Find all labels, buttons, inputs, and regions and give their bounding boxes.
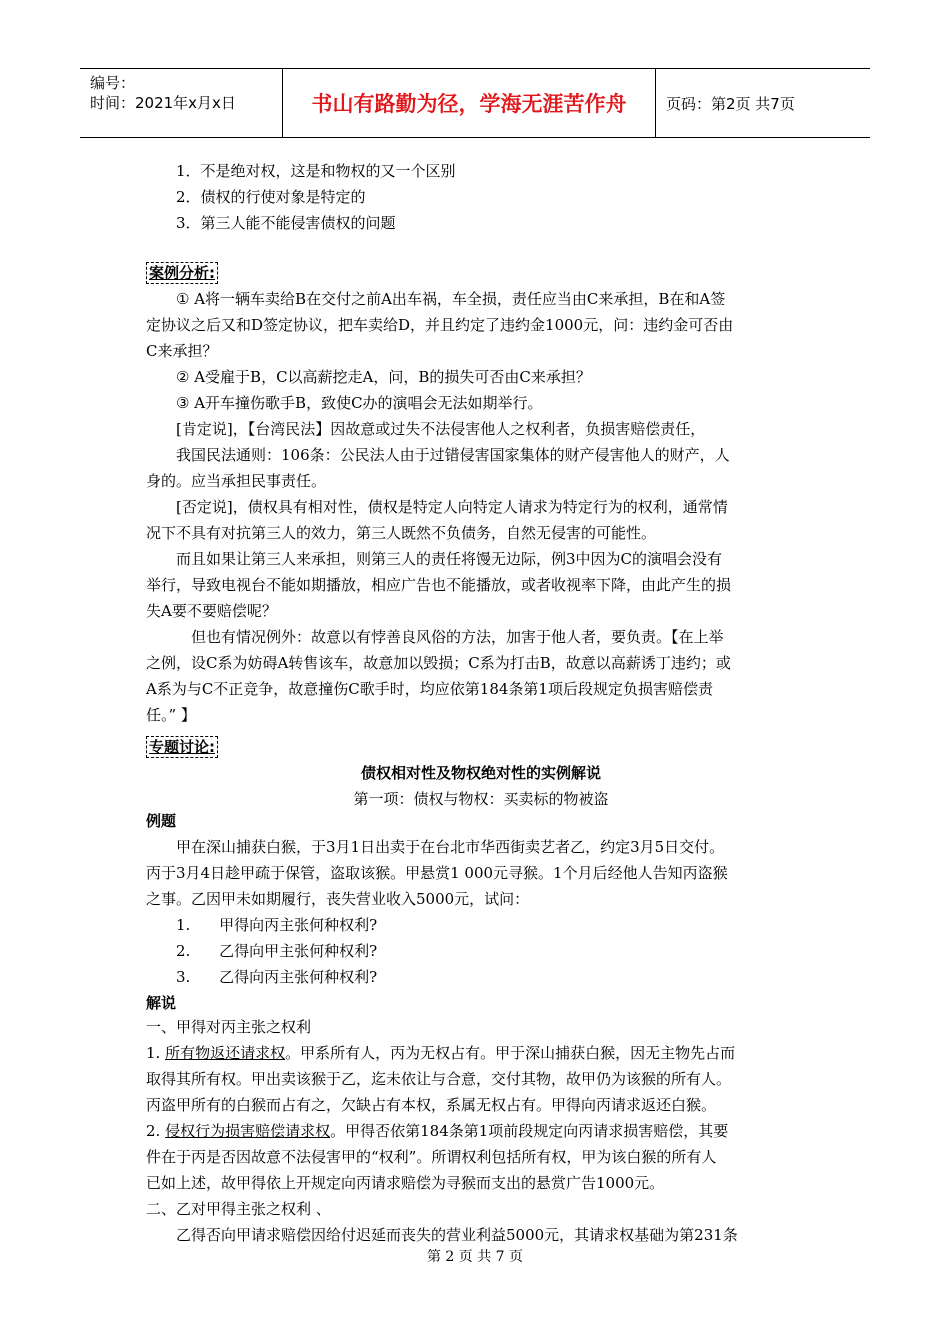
item1-rest: 。甲系所有人，丙为无权占有。甲于深山捕获白猴，因无主物先占而 <box>285 1044 736 1062</box>
question-number: 2. <box>176 942 191 960</box>
case-line: 况下不具有对抗第三人的效力，第三人既然不负债务，自然无侵害的可能性。 <box>146 524 657 542</box>
case-line: ① A将一辆车卖给B在交付之前A出车祸，车全损，责任应当由C来承担，B在和A签 <box>176 290 726 308</box>
item2-prefix: 2. <box>146 1122 166 1140</box>
case-line: 身的。应当承担民事责任。 <box>146 472 327 490</box>
case-line: 举行，导致电视台不能如期播放，相应广告也不能播放，或者收视率下降，由此产生的损 <box>146 576 732 594</box>
case-section-title: 案例分析: <box>146 262 218 284</box>
question-item <box>146 912 377 938</box>
question-text: 乙得向丙主张何种权利? <box>219 968 378 986</box>
header-meta <box>80 69 283 137</box>
example-label: 例题 <box>146 812 177 830</box>
intro-item: 3．第三人能不能侵害债权的问题 <box>176 214 396 232</box>
item1-line: 取得其所有权。甲出卖该猴于乙，迄未依让与合意，交付其物，故甲仍为该猴的所有人。 <box>146 1070 732 1088</box>
case-line: 但也有情况例外：故意以有悖善良风俗的方法，加害于他人者，要负责。【在上举 <box>191 628 724 646</box>
case-line: [肯定说]，【台湾民法】因故意或过失不法侵害他人之权利者，负损害赔偿责任， <box>176 420 706 438</box>
item1-line: 丙盗甲所有的白猴而占有之，欠缺占有本权，系属无权占有。甲得向丙请求返还白猴。 <box>146 1096 717 1114</box>
question-item <box>146 938 377 964</box>
header-motto: 书山有路勤为径，学海无涯苦作舟 <box>283 69 656 137</box>
item2-term: 侵权行为损害赔偿请求权 <box>165 1122 331 1140</box>
item2-first-line <box>146 1118 728 1144</box>
question-item <box>146 964 377 990</box>
case-line: ③ A开车撞伤歌手B，致使C办的演唱会无法如期举行。 <box>176 394 543 412</box>
page-header <box>80 68 870 138</box>
intro-item: 2．债权的行使对象是特定的 <box>176 188 366 206</box>
case-line: [否定说]，债权具有相对性，债权是特定人向特定人请求为特定行为的权利，通常情 <box>176 498 728 516</box>
case-line: 任。” 】 <box>146 706 196 724</box>
case-line: 之例，设C系为妨碍A转售该车，故意加以毁损；C系为打击B，故意以高薪诱丁违约；或 <box>146 654 731 672</box>
case-line: ② A受雇于B，C以高薪挖走A，问，B的损失可否由C来承担？ <box>176 368 591 386</box>
case-line: 定协议之后又和D签定协议，把车卖给D，并且约定了违约金1000元，问：违约金可否由 <box>146 316 734 334</box>
topic-section-title-wrap <box>146 734 218 760</box>
case-line: A系为与C不正竞争，故意撞伤C歌手时，均应依第184条第1项后段规定负损害赔偿责 <box>146 680 713 698</box>
item1-term: 所有物返还请求权 <box>165 1044 286 1062</box>
item2-line: 已如上述，故甲得依上开规定向丙请求赔偿为寻猴而支出的悬赏广告1000元。 <box>146 1174 665 1192</box>
topic-section-title: 专题讨论: <box>146 736 218 758</box>
topic-subheading: 第一项：债权与物权：买卖标的物被盗 <box>353 790 609 808</box>
time-label: 时间：2021年x月x日 <box>90 94 236 112</box>
case-line: C来承担？ <box>146 342 218 360</box>
example-line: 之事。乙因甲未如期履行，丧失营业收入5000元，试问： <box>146 890 530 908</box>
case-line: 而且如果让第三人来承担，则第三人的责任将馒无边际，例3中因为C的演唱会没有 <box>176 550 723 568</box>
intro-item: 1．不是绝对权，这是和物权的又一个区别 <box>176 162 456 180</box>
explain-label: 解说 <box>146 994 177 1012</box>
part1-title: 一、甲得对丙主张之权利 <box>146 1018 312 1036</box>
part2-title: 二、乙对甲得主张之权利 、 <box>146 1200 331 1218</box>
example-line: 丙于3月4日趁甲疏于保管，盗取该猴。甲悬赏1 000元寻猴。1个月后经他人告知丙盗猴 <box>146 864 728 882</box>
question-number: 1. <box>176 916 191 934</box>
case-line: 我国民法通则：106条：公民法人由于过错侵害国家集体的财产侵害他人的财产，人 <box>176 446 730 464</box>
case-line: 失A要不要赔偿呢？ <box>146 602 277 620</box>
serial-label: 编号： <box>90 74 136 92</box>
item1-prefix: 1. <box>146 1044 166 1062</box>
item2-rest: 。甲得否依第184条第1项前段规定向丙请求损害赔偿，其要 <box>330 1122 729 1140</box>
question-text: 甲得向丙主张何种权利? <box>219 916 378 934</box>
header-page-info: 页码：第2页 共7页 <box>666 94 795 113</box>
question-number: 3. <box>176 968 191 986</box>
item2-line: 件在于丙是否因故意不法侵害甲的“权利”。所谓权利包括所有权，甲为该白猴的所有人 <box>146 1148 717 1166</box>
item1-first-line <box>146 1040 735 1066</box>
question-text: 乙得向甲主张何种权利? <box>219 942 378 960</box>
topic-heading: 债权相对性及物权绝对性的实例解说 <box>360 764 601 782</box>
case-section-title-wrap <box>146 260 218 286</box>
part2-line: 乙得否向甲请求赔偿因给付迟延而丧失的营业利益5000元，其请求权基础为第231条 <box>176 1226 738 1244</box>
page-footer: 第 2 页 共 7 页 <box>426 1249 524 1265</box>
example-line: 甲在深山捕获白猴，于3月1日出卖于在台北市华西街卖艺者乙，约定3月5日交付。 <box>176 838 725 856</box>
